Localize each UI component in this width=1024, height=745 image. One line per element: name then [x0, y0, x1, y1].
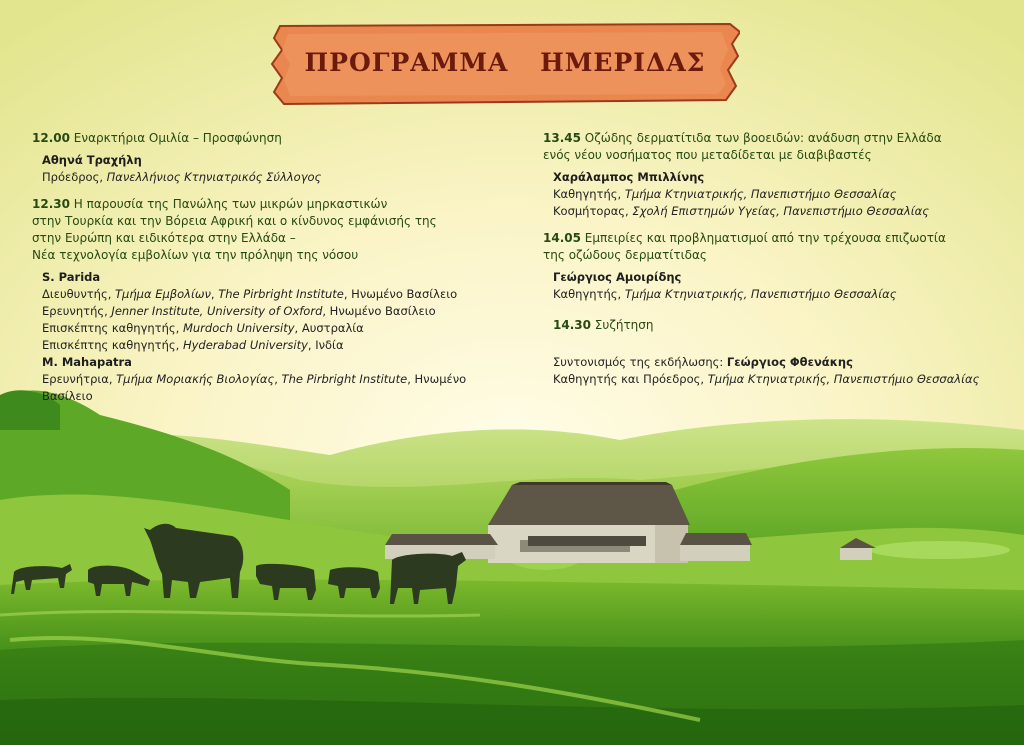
- coordination-label: Συντονισμός της εκδήλωσης:: [553, 355, 727, 369]
- session-1200: [32, 130, 502, 186]
- session-time: 14.30: [553, 318, 591, 332]
- session-title-line: Εμπειρίες και προβληματισμοί από την τρέχουσα επιζωοτία: [584, 231, 946, 245]
- session-1345: [543, 130, 983, 220]
- session-time: 13.45: [543, 131, 581, 145]
- session-title-line: Η παρουσία της Πανώλης των μικρών μηρκαστικών: [73, 197, 388, 211]
- coordinator-name: Γεώργιος Φθενάκης: [726, 355, 853, 369]
- session-title-line: της οζώδους δερματίτιδας: [543, 248, 707, 262]
- speaker-affiliation: Διευθυντής, Τμήμα Εμβολίων, The Pirbright Institute, Ηνωμένο Βασίλειο: [42, 287, 458, 301]
- session-title-line: στην Ευρώπη και ειδικότερα στην Ελλάδα –: [32, 231, 296, 245]
- speaker-affiliation: Ερευνητής, Jenner Institute, University of Oxford, Ηνωμένο Βασίλειο: [42, 304, 436, 318]
- session-title-line: Νέα τεχνολογία εμβολίων για την πρόληψη της νόσου: [32, 248, 359, 262]
- speaker-affiliation: Καθηγητής, Τμήμα Κτηνιατρικής, Πανεπιστήμιο Θεσσαλίας: [553, 187, 897, 201]
- event-coordination: [553, 354, 983, 388]
- speaker-name: Αθηνά Τραχήλη: [42, 153, 142, 167]
- speaker-affiliation: Ερευνήτρια, Τμήμα Μοριακής Βιολογίας, The Pirbright Institute, Ηνωμένο Βασίλειο: [42, 372, 467, 403]
- session-1230: [32, 196, 502, 405]
- page-title: ΠΡΟΓΡΑΜΜΑ ΗΜΕΡΙΔΑΣ: [304, 47, 706, 77]
- program-right-column: [543, 130, 983, 388]
- session-title-line: Οζώδης δερματίτιδα των βοοειδών: ανάδυση στην Ελλάδα: [584, 131, 942, 145]
- speaker-name: S. Parida: [42, 270, 101, 284]
- session-title-line: στην Τουρκία και την Βόρεια Αφρική και ο κίνδυνος εμφάνισής της: [32, 214, 437, 228]
- speaker-name: Γεώργιος Αμοιρίδης: [553, 270, 682, 284]
- coordinator-affiliation: Καθηγητής και Πρόεδρος, Τμήμα Κτηνιατρικής, Πανεπιστήμιο Θεσσαλίας: [553, 372, 980, 386]
- program-left-column: [32, 130, 502, 415]
- session-title: Εναρκτήρια Ομιλία – Προσφώνηση: [73, 131, 282, 145]
- speaker-name: Χαράλαμπος Μπιλλίνης: [553, 170, 705, 184]
- session-time: 14.05: [543, 231, 581, 245]
- speaker-affiliation: Καθηγητής, Τμήμα Κτηνιατρικής, Πανεπιστήμιο Θεσσαλίας: [553, 287, 897, 301]
- speaker-affiliation: Κοσμήτορας, Σχολή Επιστημών Υγείας, Πανεπιστήμιο Θεσσαλίας: [553, 204, 929, 218]
- speaker-name: M. Mahapatra: [42, 355, 132, 369]
- title-banner: [270, 20, 740, 110]
- session-1405: [543, 230, 983, 303]
- session-title-line: ενός νέου νοσήματος που μεταδίδεται με διαβιβαστές: [543, 148, 872, 162]
- speaker-affiliation: Επισκέπτης καθηγητής, Hyderabad University, Ινδία: [42, 338, 344, 352]
- session-time: 12.00: [32, 131, 70, 145]
- session-time: 12.30: [32, 197, 70, 211]
- session-1430: [553, 317, 983, 334]
- session-title: Συζήτηση: [594, 318, 654, 332]
- speaker-affiliation: Επισκέπτης καθηγητής, Murdoch University, Αυστραλία: [42, 321, 364, 335]
- speaker-affiliation: Πρόεδρος, Πανελλήνιος Κτηνιατρικός Σύλλογος: [42, 170, 322, 184]
